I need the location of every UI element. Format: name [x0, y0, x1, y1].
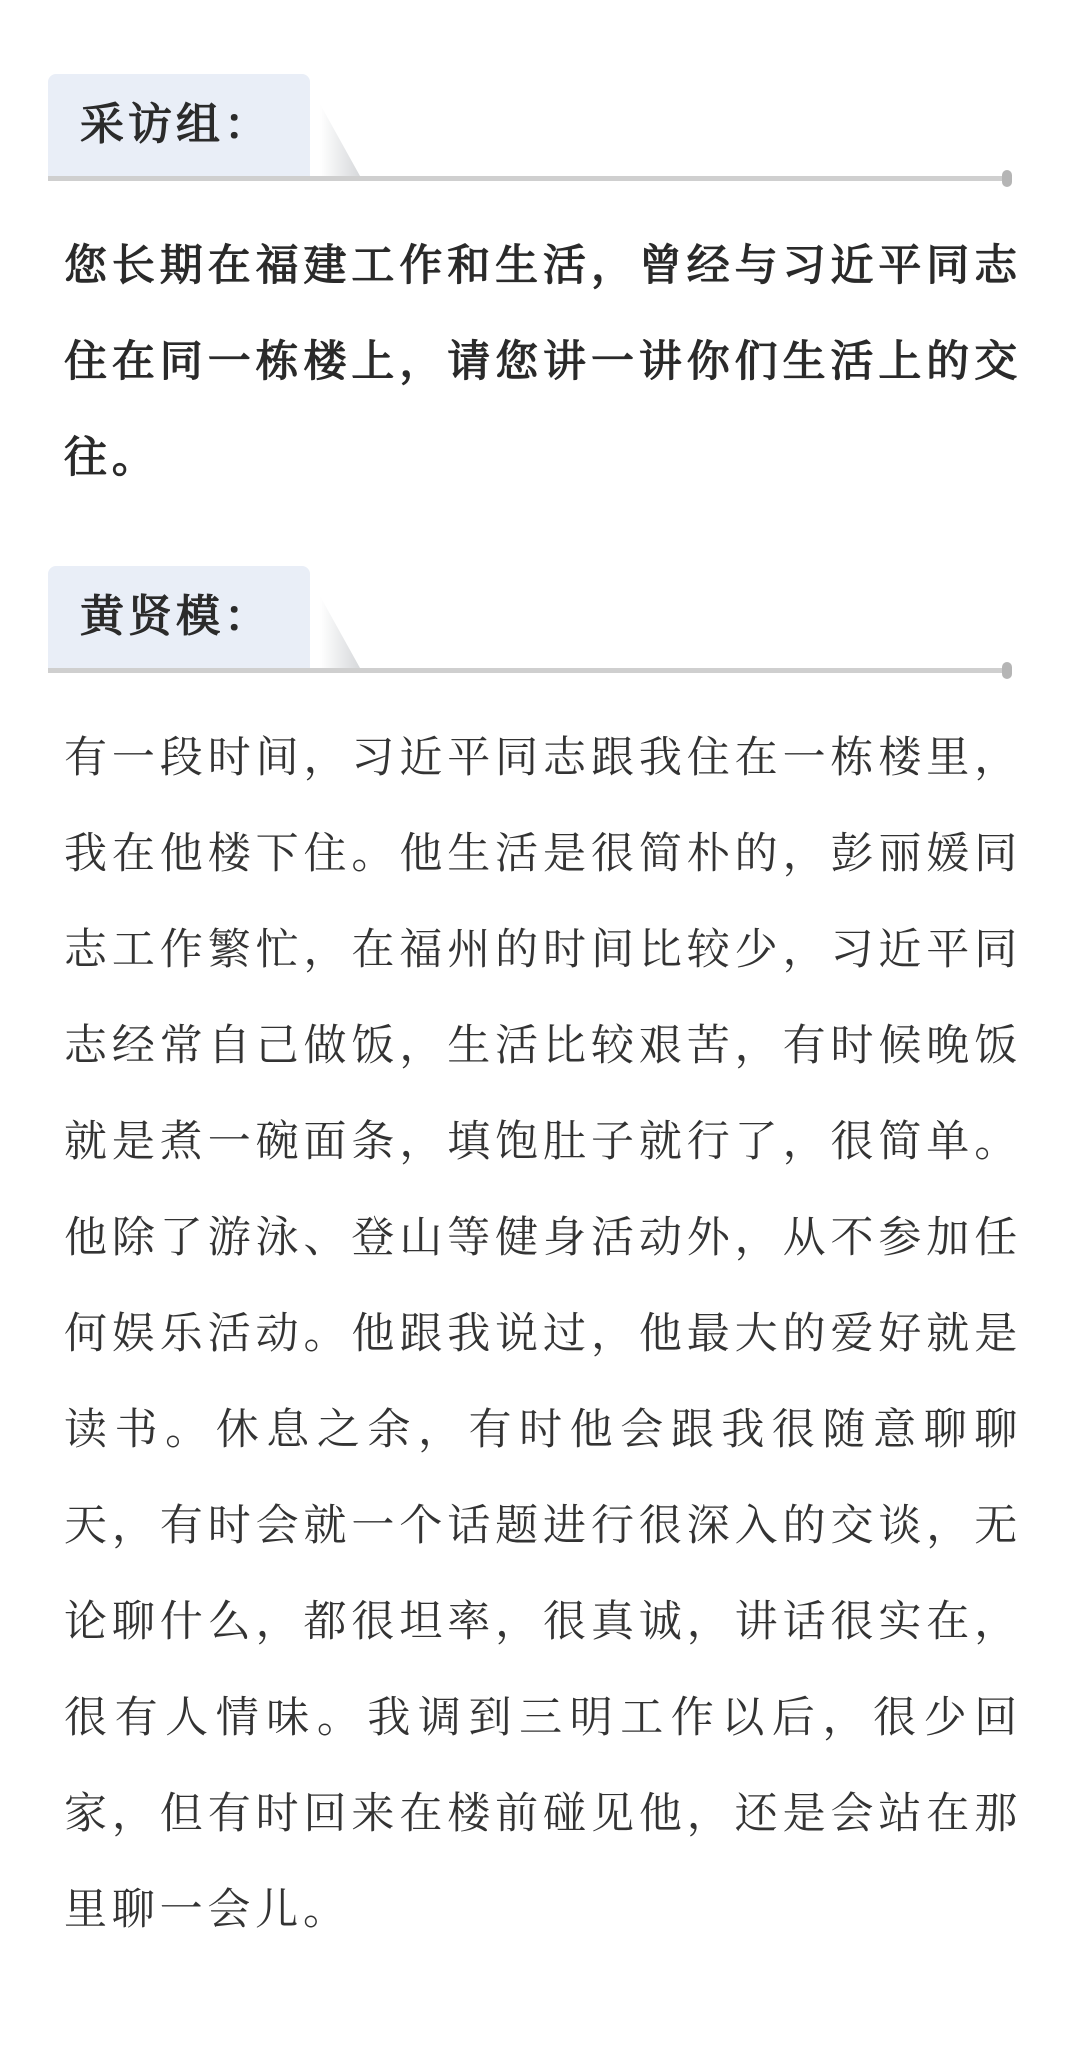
divider-end-cap — [1002, 170, 1012, 187]
interviewee-header — [48, 566, 1018, 674]
interviewer-header — [48, 74, 1018, 182]
header-triangle-decoration — [320, 104, 360, 176]
interview-answer: 有一段时间，习近平同志跟我住在一栋楼里，我在他楼下住。他生活是很简朴的，彭丽媛同志工作繁忙，在福州的时间比较少，习近平同志经常自己做饭，生活比较艰苦，有时候晚饭就是煮一碗面条，填饱肚子就行了，很简单。他除了游泳、登山等健身活动外，从不参加任何娱乐活动。他跟我说过，他最大的爱好就是读书。休息之余，有时他会跟我很随意聊聊天，有时会就一个话题进行很深入的交谈，无论聊什么，都很坦率，很真诚，讲话很实在，很有人情味。我调到三明工作以后，很少回家，但有时回来在楼前碰见他，还是会站在那里聊一会儿。 — [64, 733, 1022, 1935]
interview-question: 您长期在福建工作和生活，曾经与习近平同志住在同一栋楼上，请您讲一讲你们生活上的交往。 — [64, 241, 1022, 483]
header-divider — [48, 668, 1008, 673]
interviewer-label: 采访组： — [48, 74, 310, 176]
divider-end-cap — [1002, 662, 1012, 679]
interviewee-label: 黄贤模： — [48, 566, 310, 668]
header-triangle-decoration — [320, 596, 360, 668]
header-divider — [48, 176, 1008, 181]
